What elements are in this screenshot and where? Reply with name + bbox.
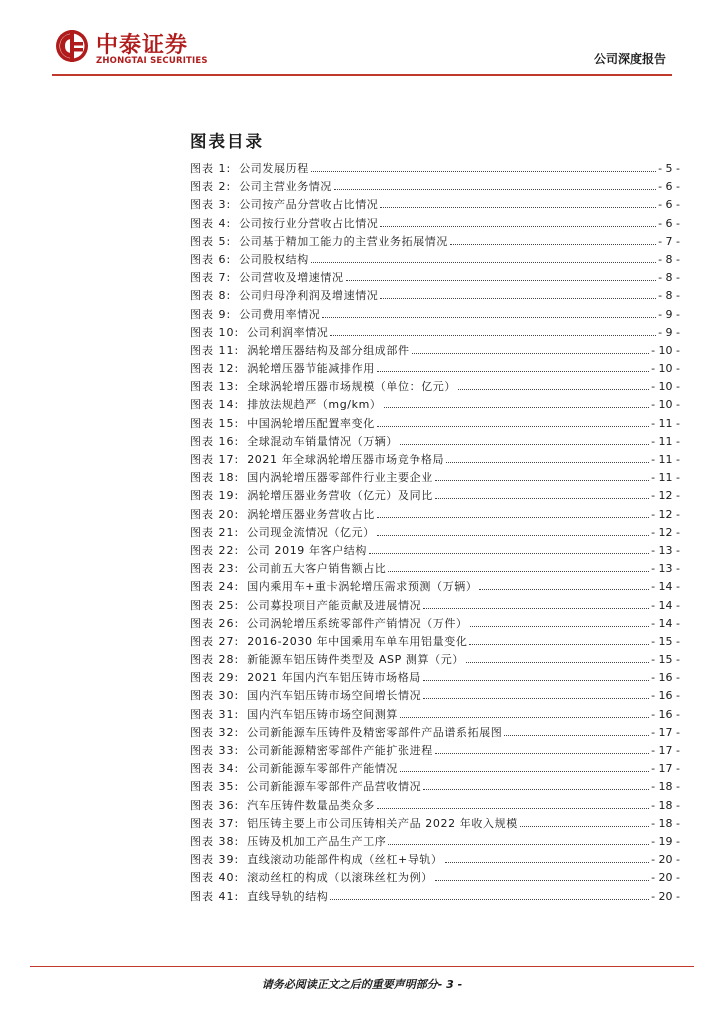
toc-entry-page: - 12 - bbox=[651, 525, 680, 539]
toc-dot-leader bbox=[469, 644, 649, 645]
toc-entry-page: - 11 - bbox=[651, 471, 680, 485]
toc-entry[interactable] bbox=[190, 233, 680, 251]
toc-entry-label: 图表 26: bbox=[190, 616, 240, 630]
toc-entry[interactable] bbox=[190, 651, 680, 669]
toc-entry-title: 公司发展历程 bbox=[239, 162, 309, 175]
toc-dot-leader bbox=[400, 771, 649, 772]
toc-entry-page: - 16 - bbox=[651, 671, 680, 685]
toc-entry[interactable] bbox=[190, 506, 680, 524]
toc-dot-leader bbox=[423, 789, 649, 790]
report-type-label: 公司深度报告 bbox=[593, 52, 666, 66]
toc-entry-title: 公司股权结构 bbox=[239, 252, 309, 266]
toc-dot-leader bbox=[377, 371, 649, 372]
toc-entry-title: 汽车压铸件数量品类众多 bbox=[247, 798, 375, 812]
toc-entry[interactable] bbox=[190, 287, 680, 305]
toc-entry[interactable] bbox=[190, 396, 680, 414]
toc-entry[interactable] bbox=[190, 269, 680, 287]
toc-entry-title: 公司新能源车零部件产品营收情况 bbox=[247, 780, 422, 794]
toc-entry-label: 图表 30: bbox=[190, 689, 240, 703]
toc-entry-label: 图表 3: bbox=[190, 198, 232, 212]
toc-entry[interactable] bbox=[190, 760, 680, 778]
toc-entry-title: 公司募投项目产能贡献及进展情况 bbox=[247, 598, 422, 612]
toc-dot-leader bbox=[311, 262, 656, 263]
toc-entry-label: 图表 29: bbox=[190, 671, 240, 685]
toc-entry-label: 图表 37: bbox=[190, 816, 240, 830]
toc-dot-leader bbox=[388, 571, 649, 572]
toc-entry-label: 图表 41: bbox=[190, 889, 240, 903]
toc-dot-leader bbox=[435, 480, 649, 481]
toc-entry-label: 图表 39: bbox=[190, 853, 240, 867]
toc-entry-page: - 9 - bbox=[658, 325, 680, 339]
toc-entry-label: 图表 2: bbox=[190, 180, 232, 194]
toc-dot-leader bbox=[377, 426, 649, 427]
toc-entry[interactable] bbox=[190, 815, 680, 833]
company-logo bbox=[54, 26, 244, 74]
toc-dot-leader bbox=[412, 353, 649, 354]
toc-entry-page: - 20 - bbox=[651, 871, 680, 885]
toc-entry-page: - 12 - bbox=[651, 489, 680, 503]
toc-entry-title: 滚动丝杠的构成（以滚珠丝杠为例） bbox=[247, 871, 433, 885]
toc-entry-label: 图表 16: bbox=[190, 434, 240, 448]
page-header bbox=[0, 0, 724, 80]
toc-dot-leader bbox=[322, 317, 656, 318]
toc-entry[interactable] bbox=[190, 851, 680, 869]
toc-entry-page: - 14 - bbox=[651, 580, 680, 594]
toc-entry-title: 公司前五大客户销售额占比 bbox=[247, 562, 387, 576]
toc-entry-title: 涡轮增压器业务营收占比 bbox=[247, 507, 375, 521]
toc-entry-title: 公司新能源车压铸件及精密零部件产品谱系拓展图 bbox=[247, 725, 503, 739]
toc-entry-title: 涡轮增压器结构及部分组成部件 bbox=[247, 343, 410, 357]
toc-entry-label: 图表 5: bbox=[190, 234, 232, 248]
toc-entry[interactable] bbox=[190, 724, 680, 742]
toc-entry-title: 国内汽车铝压铸市场空间增长情况 bbox=[247, 689, 422, 703]
toc-entry-title: 2021 年全球涡轮增压器市场竞争格局 bbox=[247, 453, 445, 466]
toc-dot-leader bbox=[458, 389, 649, 390]
toc-entry-label: 图表 20: bbox=[190, 507, 240, 521]
toc-entry-page: - 6 - bbox=[658, 198, 680, 212]
toc-entry-page: - 15 - bbox=[651, 653, 680, 667]
toc-entry[interactable] bbox=[190, 196, 680, 214]
toc-entry-page: - 17 - bbox=[651, 762, 680, 776]
toc-entry-title: 国内乘用车+重卡涡轮增压需求预测（万辆） bbox=[247, 580, 478, 594]
toc-entry-page: - 5 - bbox=[658, 162, 680, 175]
toc-dot-leader bbox=[445, 862, 649, 863]
toc-entry-label: 图表 21: bbox=[190, 525, 240, 539]
toc-dot-leader bbox=[446, 462, 649, 463]
toc-entry-label: 图表 19: bbox=[190, 489, 240, 503]
toc-entry-label: 图表 34: bbox=[190, 762, 240, 776]
toc-entry[interactable] bbox=[190, 687, 680, 705]
toc-dot-leader bbox=[380, 298, 656, 299]
toc-entry[interactable] bbox=[190, 742, 680, 760]
toc-entry-title: 涡轮增压器业务营收（亿元）及同比 bbox=[247, 489, 433, 503]
toc-entry[interactable] bbox=[190, 833, 680, 851]
toc-dot-leader bbox=[334, 189, 656, 190]
toc-dot-leader bbox=[377, 808, 649, 809]
toc-dot-leader bbox=[400, 444, 649, 445]
toc-dot-leader bbox=[388, 844, 649, 845]
toc-entry[interactable] bbox=[190, 378, 680, 396]
toc-dot-leader bbox=[423, 680, 649, 681]
toc-entry[interactable] bbox=[190, 669, 680, 687]
footer-disclaimer: 请务必阅读正文之后的重要声明部分 bbox=[261, 978, 438, 991]
header-divider bbox=[52, 74, 672, 76]
toc-entry-page: - 14 - bbox=[651, 616, 680, 630]
toc-entry-page: - 12 - bbox=[651, 507, 680, 521]
toc-entry-title: 铝压铸主要上市公司压铸相关产品 2022 年收入规模 bbox=[247, 816, 518, 830]
toc-entry-label: 图表 27: bbox=[190, 634, 240, 648]
toc-entry-page: - 17 - bbox=[651, 725, 680, 739]
toc-entry-label: 图表 6: bbox=[190, 252, 232, 266]
toc-entry-label: 图表 23: bbox=[190, 562, 240, 576]
toc-dot-leader bbox=[346, 280, 656, 281]
toc-dot-leader bbox=[423, 698, 649, 699]
toc-entry[interactable] bbox=[190, 888, 680, 906]
toc-entry-title: 新能源车铝压铸件类型及 ASP 测算（元） bbox=[247, 653, 464, 667]
toc-entry-label: 图表 33: bbox=[190, 744, 240, 757]
toc-entry-title: 公司基于精加工能力的主营业务拓展情况 bbox=[239, 234, 449, 248]
toc-entry-label: 图表 11: bbox=[190, 343, 240, 357]
toc-entry[interactable] bbox=[190, 251, 680, 269]
toc-entry-page: - 20 - bbox=[651, 889, 680, 903]
toc-entry-page: - 13 - bbox=[651, 543, 680, 557]
toc-entry-label: 图表 17: bbox=[190, 453, 240, 466]
toc-entry-title: 2021 年国内汽车铝压铸市场格局 bbox=[247, 671, 421, 685]
toc-dot-leader bbox=[384, 407, 650, 408]
toc-entry-label: 图表 8: bbox=[190, 289, 232, 303]
toc-entry-page: - 9 - bbox=[658, 307, 680, 321]
toc-entry-title: 压铸及机加工产品生产工序 bbox=[247, 834, 387, 848]
toc-dot-leader bbox=[330, 899, 649, 900]
toc-entry-page: - 11 - bbox=[651, 434, 680, 448]
toc-entry[interactable] bbox=[190, 615, 680, 633]
toc-entry[interactable] bbox=[190, 706, 680, 724]
toc-entry-page: - 20 - bbox=[651, 853, 680, 867]
toc-entry-label: 图表 32: bbox=[190, 725, 240, 739]
toc-dot-leader bbox=[380, 226, 656, 227]
toc-entry-label: 图表 14: bbox=[190, 398, 240, 412]
toc-dot-leader bbox=[400, 717, 649, 718]
toc-entry-page: - 8 - bbox=[658, 289, 680, 303]
toc-entry[interactable] bbox=[190, 633, 680, 651]
toc-dot-leader bbox=[435, 880, 649, 881]
toc-entry[interactable] bbox=[190, 433, 680, 451]
toc-entry-label: 图表 10: bbox=[190, 325, 240, 339]
toc-entry[interactable] bbox=[190, 524, 680, 542]
toc-entry[interactable] bbox=[190, 487, 680, 505]
toc-entry-page: - 17 - bbox=[651, 744, 680, 757]
toc-entry-page: - 15 - bbox=[651, 634, 680, 648]
toc-entry-title: 2016-2030 年中国乘用车单车用铝量变化 bbox=[247, 634, 468, 648]
toc-entry-title: 公司现金流情况（亿元） bbox=[247, 525, 375, 539]
footer-divider bbox=[30, 966, 694, 967]
toc-entry-label: 图表 13: bbox=[190, 380, 240, 394]
toc-entry-label: 图表 25: bbox=[190, 598, 240, 612]
toc-entry-title: 公司归母净利润及增速情况 bbox=[239, 289, 379, 303]
toc-entry-label: 图表 35: bbox=[190, 780, 240, 794]
toc-entry-label: 图表 28: bbox=[190, 653, 240, 667]
toc-entry[interactable] bbox=[190, 578, 680, 596]
toc-entry[interactable] bbox=[190, 415, 680, 433]
toc-entry-title: 直线滚动功能部件构成（丝杠+导轨） bbox=[247, 853, 443, 867]
toc-entry-label: 图表 22: bbox=[190, 543, 240, 557]
page-number: - 3 - bbox=[437, 978, 463, 991]
toc-entry-page: - 7 - bbox=[658, 234, 680, 248]
toc-entry-page: - 18 - bbox=[651, 780, 680, 794]
toc-entry-title: 公司营收及增速情况 bbox=[239, 271, 344, 285]
toc-entry-label: 图表 15: bbox=[190, 416, 240, 430]
toc-entry-page: - 11 - bbox=[651, 453, 680, 466]
footer bbox=[0, 976, 724, 992]
toc-entry-title: 全球混动车销量情况（万辆） bbox=[247, 434, 399, 448]
toc-entry[interactable] bbox=[190, 160, 680, 178]
toc-entry-title: 国内汽车铝压铸市场空间测算 bbox=[247, 707, 399, 721]
toc-entry-title: 公司按行业分营收占比情况 bbox=[239, 216, 379, 230]
toc-entry-page: - 18 - bbox=[651, 798, 680, 812]
toc-dot-leader bbox=[504, 735, 649, 736]
toc-dot-leader bbox=[423, 608, 649, 609]
toc-entry-title: 全球涡轮增压器市场规模（单位：亿元） bbox=[247, 380, 457, 394]
toc-entry-label: 图表 9: bbox=[190, 307, 232, 321]
toc-entry-page: - 10 - bbox=[651, 380, 680, 394]
toc-entry-page: - 10 - bbox=[651, 362, 680, 376]
toc-entry-title: 公司主营业务情况 bbox=[239, 180, 333, 194]
toc-entry-label: 图表 18: bbox=[190, 471, 240, 485]
toc-entry-title: 公司 2019 年客户结构 bbox=[247, 543, 367, 557]
toc-title: 图表目录 bbox=[190, 132, 264, 151]
toc-dot-leader bbox=[435, 498, 649, 499]
zhongtai-logo-icon bbox=[54, 26, 90, 66]
toc-dot-leader bbox=[377, 517, 649, 518]
toc-entry[interactable] bbox=[190, 178, 680, 196]
toc-entry[interactable] bbox=[190, 560, 680, 578]
toc-entry-page: - 14 - bbox=[651, 598, 680, 612]
toc-entry-page: - 10 - bbox=[651, 343, 680, 357]
toc-dot-leader bbox=[470, 626, 649, 627]
toc-dot-leader bbox=[330, 335, 656, 336]
toc-entry-label: 图表 40: bbox=[190, 871, 240, 885]
toc-entry-title: 中国涡轮增压配置率变化 bbox=[247, 416, 375, 430]
toc-entry-title: 涡轮增压器节能减排作用 bbox=[247, 362, 375, 376]
toc-entry-title: 公司新能源车零部件产能情况 bbox=[247, 762, 399, 776]
toc-entry[interactable] bbox=[190, 451, 680, 469]
toc-entry[interactable] bbox=[190, 342, 680, 360]
toc-dot-leader bbox=[377, 535, 649, 536]
toc-entry-page: - 18 - bbox=[651, 816, 680, 830]
toc-entry-page: - 6 - bbox=[658, 180, 680, 194]
toc-entry[interactable] bbox=[190, 469, 680, 487]
toc-entry[interactable] bbox=[190, 306, 680, 324]
toc-dot-leader bbox=[479, 589, 649, 590]
toc-entry[interactable] bbox=[190, 542, 680, 560]
toc-dot-leader bbox=[520, 826, 649, 827]
toc-entry-title: 国内涡轮增压器零部件行业主要企业 bbox=[247, 471, 433, 485]
logo-chinese-name: 中泰证券 bbox=[96, 33, 189, 58]
toc-entry[interactable] bbox=[190, 778, 680, 796]
toc-entry[interactable] bbox=[190, 360, 680, 378]
toc-entry-title: 公司涡轮增压系统零部件产销情况（万件） bbox=[247, 616, 468, 630]
toc-entry-label: 图表 12: bbox=[190, 362, 240, 376]
toc-entry-page: - 10 - bbox=[651, 398, 680, 412]
toc-entry-label: 图表 24: bbox=[190, 580, 240, 594]
toc-entry-title: 公司利润率情况 bbox=[247, 325, 329, 339]
toc-dot-leader bbox=[311, 171, 656, 172]
toc-entry-page: - 11 - bbox=[651, 416, 680, 430]
toc-entry-title: 公司新能源精密零部件产能扩张进程 bbox=[247, 744, 433, 757]
toc-entry-label: 图表 4: bbox=[190, 216, 232, 230]
toc-entry-page: - 13 - bbox=[651, 562, 680, 576]
toc-list bbox=[190, 160, 680, 906]
toc-entry[interactable] bbox=[190, 215, 680, 233]
toc-entry[interactable] bbox=[190, 797, 680, 815]
toc-entry-label: 图表 7: bbox=[190, 271, 232, 285]
toc-entry-title: 直线导轨的结构 bbox=[247, 889, 329, 903]
toc-entry-title: 公司费用率情况 bbox=[239, 307, 321, 321]
toc-entry-page: - 19 - bbox=[651, 834, 680, 848]
toc-dot-leader bbox=[435, 753, 649, 754]
toc-dot-leader bbox=[466, 662, 649, 663]
toc-entry-page: - 8 - bbox=[658, 271, 680, 285]
toc-entry[interactable] bbox=[190, 869, 680, 887]
toc-entry-page: - 8 - bbox=[658, 252, 680, 266]
toc-entry-label: 图表 36: bbox=[190, 798, 240, 812]
toc-entry-page: - 16 - bbox=[651, 707, 680, 721]
logo-english-name: ZHONGTAI SECURITIES bbox=[96, 56, 208, 66]
toc-entry-label: 图表 38: bbox=[190, 834, 240, 848]
toc-entry-label: 图表 1: bbox=[190, 162, 232, 175]
toc-entry-label: 图表 31: bbox=[190, 707, 240, 721]
toc-entry-title: 公司按产品分营收占比情况 bbox=[239, 198, 379, 212]
toc-entry-page: - 16 - bbox=[651, 689, 680, 703]
toc-dot-leader bbox=[369, 553, 649, 554]
toc-entry[interactable] bbox=[190, 597, 680, 615]
toc-entry-title: 排放法规趋严（mg/km） bbox=[247, 398, 382, 412]
toc-entry-page: - 6 - bbox=[658, 216, 680, 230]
toc-dot-leader bbox=[450, 244, 656, 245]
toc-entry[interactable] bbox=[190, 324, 680, 342]
toc-dot-leader bbox=[380, 207, 656, 208]
